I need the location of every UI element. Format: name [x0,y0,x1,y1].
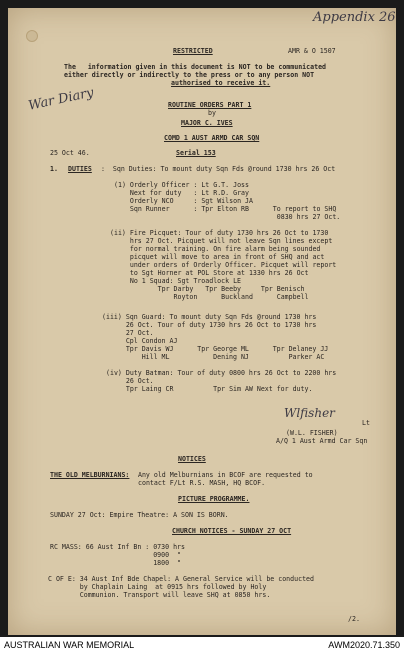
notice-line-1: The information given in this document is NOT to be communicated [64,63,327,71]
orderly-nco-line: Orderly NCO : Sgt Wilson JA [114,197,253,205]
document-page [8,8,396,635]
sqn-duties-line: : Sqn Duties: To mount duty Sqn Fds @round 1730 hrs 26 Oct [101,165,336,173]
old-melburnians-line-2: contact F/Lt R.S. MASH, HQ BCOF. [138,479,266,487]
orders-title: ROUTINE ORDERS PART 1 [168,101,252,109]
classification: RESTRICTED [173,47,213,55]
sqn-guard-members-1: Tpr Davis WJ Tpr George ML Tpr Delaney JJ [102,345,329,353]
duty-batman-line-1: (iv) Duty Batman: Tour of duty 0800 hrs 26 Oct to 2200 hrs [106,369,337,377]
notice-line-3: authorised to receive it. [171,79,271,87]
duties-heading: DUTIES [68,165,92,173]
fire-picquet-members-2: Royton Buckland Campbell [110,293,309,301]
war-diary-annotation: War Diary [27,85,95,114]
c-of-e-line-1: C OF E: 34 Aust Inf Bde Chapel: A General Service will be conducted [48,575,314,583]
appendix-annotation: Appendix 26 [313,10,396,25]
rc-mass-line-2: 0900 " [50,551,182,559]
sqn-runner-line: Sqn Runner : Tpr Elton RB To report to SHQ [114,205,337,213]
fire-picquet-squad: No 1 Squad: Sgt Troadlock LE [110,277,242,285]
footer-catalogue-number: AWM2020.71.350 [328,640,400,650]
fire-picquet-line-3: for normal training. On fire alarm being sounded [110,245,321,253]
notice-line-2: either directly or indirectly to the press or to any person NOT [64,71,315,79]
runner-report-time: 0830 hrs 27 Oct. [114,213,341,221]
rc-mass-line-1: RC MASS: 66 Aust Inf Bn : 0730 hrs [50,543,185,551]
document-reference: AMR & O 1507 [288,47,336,55]
footer-institution: AUSTRALIAN WAR MEMORIAL [4,640,135,650]
signatory-name: (W.L. FISHER) [286,429,338,437]
fire-picquet-line-5: under orders of Orderly Officer. Picquet will report [110,261,337,269]
c-of-e-line-3: Communion. Transport will leave SHQ at 0850 hrs. [48,591,271,599]
orders-by: by [208,109,216,117]
picture-programme-heading: PICTURE PROGRAMME. [178,495,250,503]
signature-rank: Lt [362,419,370,427]
c-of-e-line-2: by Chaplain Laing at 0915 hrs followed by Holy [48,583,267,591]
unit-name: COMD 1 AUST ARMD CAR SQN [164,134,260,142]
order-date: 25 Oct 46. [50,149,90,157]
old-melburnians-label: THE OLD MELBURNIANS: [50,471,130,479]
picture-programme-line: SUNDAY 27 Oct: Empire Theatre: A SON IS BORN. [50,511,229,519]
fire-picquet-members-1: Tpr Darby Tpr Beeby Tpr Benisch [110,285,305,293]
archive-footer [0,637,404,653]
notices-heading: NOTICES [178,455,206,463]
church-notices-heading: CHURCH NOTICES - SUNDAY 27 OCT [172,527,292,535]
signatory-role: A/Q 1 Aust Armd Car Sqn [276,437,368,445]
orderly-officer-line: (1) Orderly Officer : Lt G.T. Joss [114,181,249,189]
page-number: /2. [348,615,360,623]
sqn-guard-members-2: Hill ML Dening NJ Parker AC [102,353,325,361]
rc-mass-line-3: 1800 " [50,559,182,567]
sqn-guard-line-1: (iii) Sqn Guard: To mount duty Sqn Fds @round 1730 hrs [102,313,317,321]
duty-batman-line-3: Tpr Laing CR Tpr Sim AW Next for duty. [106,385,313,393]
serial-number: Serial 153 [176,149,216,157]
sqn-guard-line-2: 26 Oct. Tour of duty 1730 hrs 26 Oct to 1730 hrs [102,321,317,329]
fire-picquet-line-1: (ii) Fire Picquet: Tour of duty 1730 hrs 26 Oct to 1730 [110,229,329,237]
section-number: 1. [50,165,58,173]
fire-picquet-line-6: to Sgt Horner at POL Store at 1330 hrs 26 Oct [110,269,309,277]
next-for-duty-line: Next for duty : Lt R.D. Gray [114,189,249,197]
fire-picquet-line-2: hrs 27 Oct. Picquet will not leave Sqn lines except [110,237,333,245]
duty-batman-line-2: 26 Oct. [106,377,154,385]
commander-name: MAJOR C. IVES [181,119,233,127]
punch-hole [26,30,38,42]
fire-picquet-line-4: picquet will move to area in front of SHQ and act [110,253,325,261]
old-melburnians-line-1: Any old Melburnians in BCOF are requested to [134,471,313,479]
sqn-guard-cpl: Cpl Condon AJ [102,337,178,345]
sqn-guard-line-3: 27 Oct. [102,329,154,337]
signature-mark: Wlfisher [284,406,335,420]
